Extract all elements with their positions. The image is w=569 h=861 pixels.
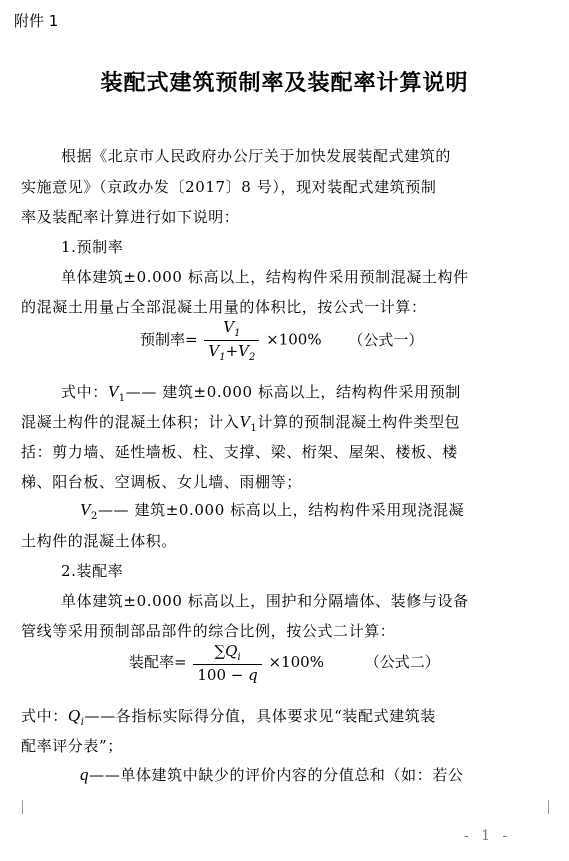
formula-two-tag: （公式二）	[364, 653, 440, 671]
paragraph-line: 单体建筑±0.000 标高以上，围护和分隔墙体、装修与设备	[61, 592, 469, 610]
paragraph-line: $V_2——$ 建筑±0.000 标高以上，结构构件采用现浇混凝	[80, 500, 465, 522]
formula-one-lhs: 预制率=	[140, 330, 198, 349]
formula-one	[140, 318, 423, 363]
formula-two-multiplier: ×100%	[268, 653, 324, 671]
section-heading-assembly-rate: 2.装配率	[61, 562, 124, 580]
paragraph-line: 式中：$V_1——$ 建筑±0.000 标高以上，结构构件采用预制	[61, 382, 461, 404]
document-title: 装配式建筑预制率及装配率计算说明	[100, 71, 469, 96]
paragraph-line: 根据《北京市人民政府办公厅关于加快发展装配式建筑的	[61, 147, 452, 165]
paragraph-line: 管线等采用预制部品部件的综合比例，按公式二计算：	[21, 622, 396, 640]
formula-one-multiplier: ×100%	[266, 330, 322, 349]
attachment-label: 附件 1	[14, 12, 59, 30]
formula-one-numerator: $V_1$	[204, 318, 259, 341]
paragraph-line: 实施意见》（京政办发〔2017〕8 号），现对装配式建筑预制	[21, 178, 437, 196]
paragraph-line: 配率评分表”；	[21, 737, 123, 755]
formula-one-tag: （公式一）	[348, 330, 424, 349]
paragraph-line: 混凝土构件的混凝土体积；计入$V_1$计算的预制混凝土构件类型包	[21, 412, 461, 434]
paragraph-line: 单体建筑±0.000 标高以上，结构构件采用预制混凝土构件	[61, 268, 469, 286]
paragraph-line: 的混凝土用量占全部混凝土用量的体积比，按公式一计算：	[21, 298, 427, 316]
page-corner-mark-left	[14, 800, 23, 814]
paragraph-line: q——单体建筑中缺少的评价内容的分值总和（如：若公	[80, 765, 464, 784]
section-heading-prefab-rate: 1.预制率	[61, 238, 124, 256]
formula-two	[129, 642, 440, 684]
formula-two-fraction	[193, 642, 261, 684]
paragraph-line: 式中：$Q_i——$各指标实际得分值，具体要求见“装配式建筑装	[21, 706, 436, 728]
formula-two-numerator: $\sum Q_i$	[193, 642, 261, 665]
paragraph-line: 括：剪力墙、延性墙板、柱、支撑、梁、桁架、屋架、楼板、楼	[21, 443, 458, 461]
formula-two-denominator: 100 − q	[197, 666, 258, 684]
paragraph-line: 率及装配率计算进行如下说明：	[21, 208, 240, 226]
page-corner-mark-right	[548, 800, 557, 814]
formula-one-denominator: $V_1+V_2$	[208, 342, 256, 363]
formula-two-lhs: 装配率=	[129, 653, 187, 671]
paragraph-line: 梯、阳台板、空调板、女儿墙、雨棚等；	[21, 473, 302, 491]
page-number: - 1 -	[464, 828, 512, 844]
formula-one-fraction	[204, 318, 259, 363]
paragraph-line: 土构件的混凝土体积。	[21, 532, 178, 550]
